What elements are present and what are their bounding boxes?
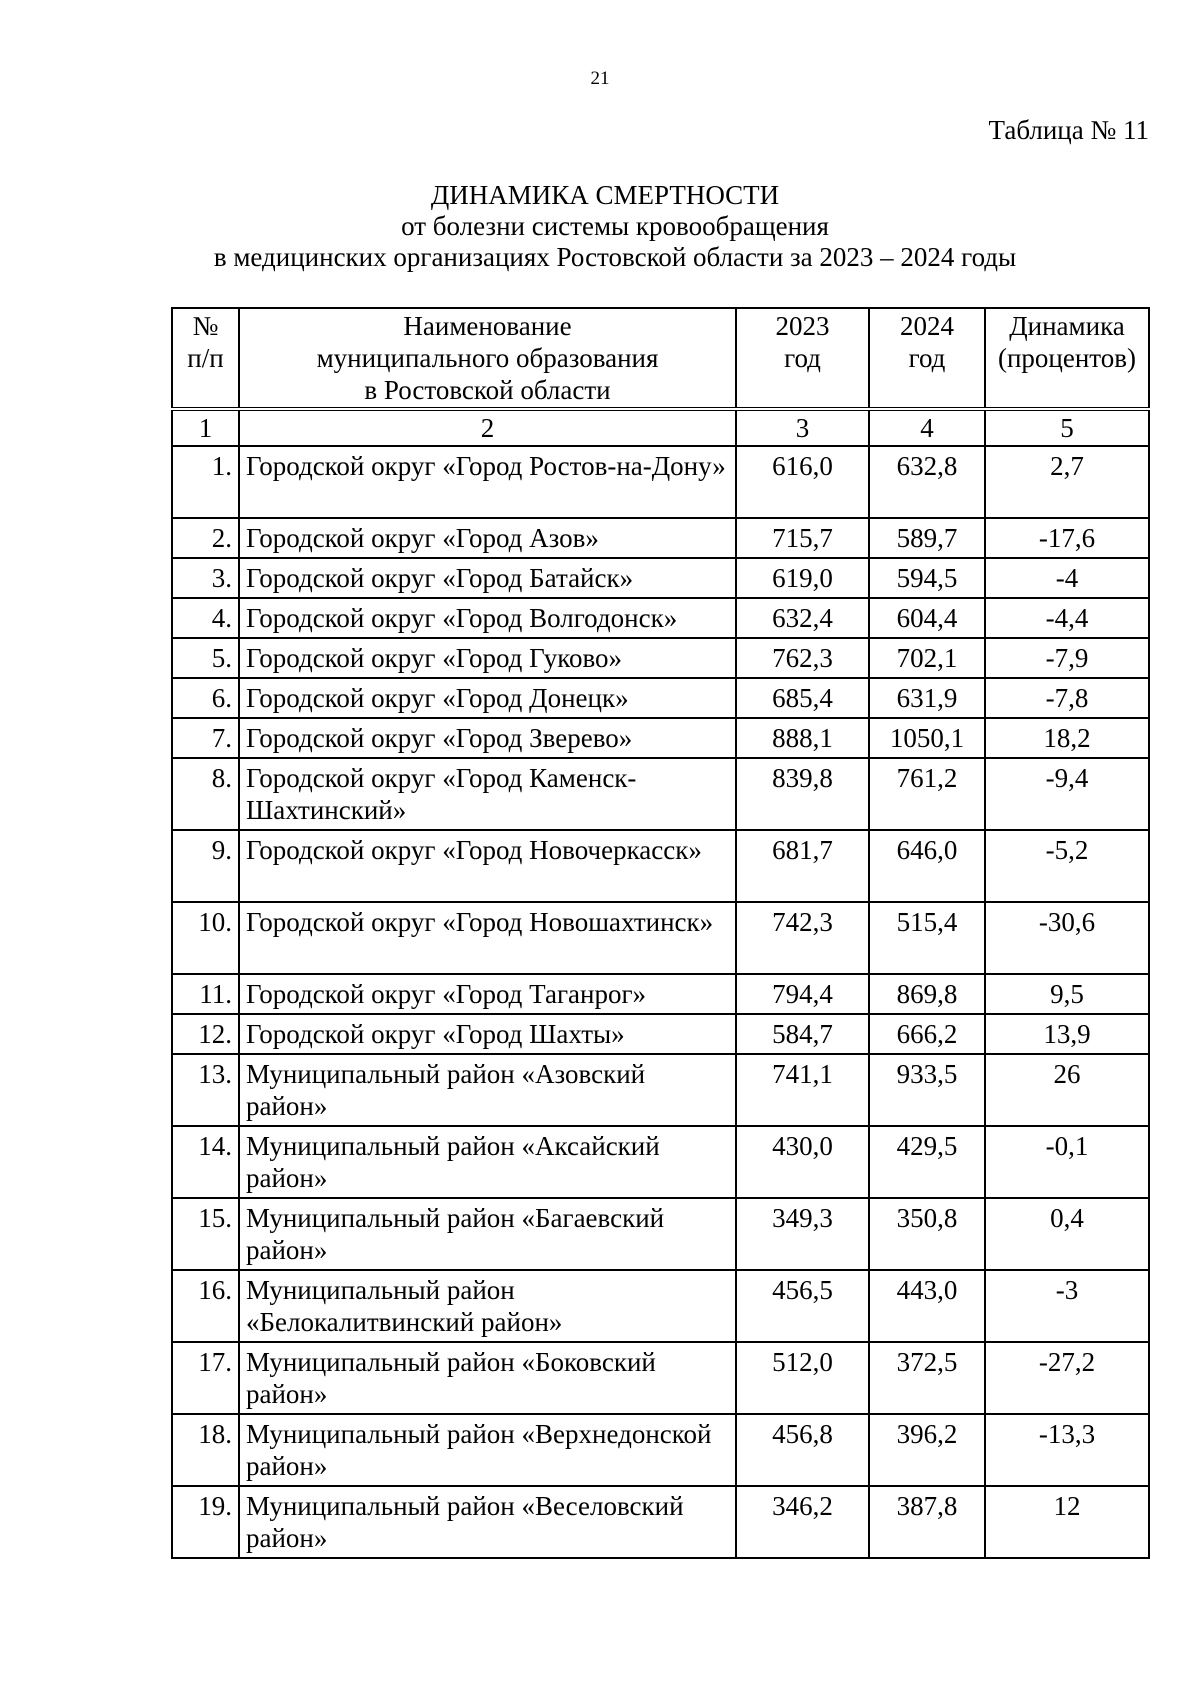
value-2023: 715,7 xyxy=(736,518,869,558)
header-name: Наименование муниципального образования в Ростовской области xyxy=(239,308,736,409)
header-2024: 2024 год xyxy=(869,308,985,409)
dynamics-percent: -4 xyxy=(985,558,1149,598)
dynamics-percent: 18,2 xyxy=(985,718,1149,758)
table-row xyxy=(172,678,1149,718)
row-number: 4. xyxy=(172,598,239,638)
dynamics-percent: -0,1 xyxy=(985,1126,1149,1198)
dynamics-percent: -7,9 xyxy=(985,638,1149,678)
title-line-1: ДИНАМИКА СМЕРТНОСТИ xyxy=(430,180,780,210)
value-2024: 372,5 xyxy=(869,1342,985,1414)
table-row xyxy=(172,558,1149,598)
row-number: 13. xyxy=(172,1054,239,1126)
column-numbers-row xyxy=(172,409,1149,446)
value-2023: 430,0 xyxy=(736,1126,869,1198)
municipality-name: Городской округ «Город Новошахтинск» xyxy=(239,902,736,974)
value-2024: 761,2 xyxy=(869,758,985,830)
dynamics-percent: -4,4 xyxy=(985,598,1149,638)
value-2024: 443,0 xyxy=(869,1270,985,1342)
municipality-name: Городской округ «Город Гуково» xyxy=(239,638,736,678)
value-2024: 702,1 xyxy=(869,638,985,678)
dynamics-percent: -27,2 xyxy=(985,1342,1149,1414)
municipality-name: Городской округ «Город Волгодонск» xyxy=(239,598,736,638)
municipality-name: Муниципальный район «Веселовский район» xyxy=(239,1486,736,1558)
value-2023: 616,0 xyxy=(736,446,869,518)
municipality-name: Городской округ «Город Таганрог» xyxy=(239,974,736,1014)
dynamics-percent: 12 xyxy=(985,1486,1149,1558)
value-2024: 646,0 xyxy=(869,830,985,902)
column-number: 3 xyxy=(736,409,869,446)
table-row xyxy=(172,974,1149,1014)
value-2024: 1050,1 xyxy=(869,718,985,758)
page-number: 21 xyxy=(590,68,610,89)
municipality-name: Муниципальный район «Азовский район» xyxy=(239,1054,736,1126)
table-row xyxy=(172,1414,1149,1486)
table-title xyxy=(0,180,1200,273)
table-row xyxy=(172,1054,1149,1126)
value-2023: 762,3 xyxy=(736,638,869,678)
dynamics-percent: -7,8 xyxy=(985,678,1149,718)
municipality-name: Городской округ «Город Зверево» xyxy=(239,718,736,758)
header-number: № п/п xyxy=(172,308,239,409)
header-dynamics: Динамика (процентов) xyxy=(985,308,1149,409)
row-number: 19. xyxy=(172,1486,239,1558)
value-2023: 512,0 xyxy=(736,1342,869,1414)
value-2023: 632,4 xyxy=(736,598,869,638)
value-2024: 429,5 xyxy=(869,1126,985,1198)
value-2024: 350,8 xyxy=(869,1198,985,1270)
table-row xyxy=(172,758,1149,830)
table-row xyxy=(172,598,1149,638)
column-number: 4 xyxy=(869,409,985,446)
value-2024: 515,4 xyxy=(869,902,985,974)
municipality-name: Городской округ «Город Азов» xyxy=(239,518,736,558)
municipality-name: Городской округ «Город Донецк» xyxy=(239,678,736,718)
row-number: 18. xyxy=(172,1414,239,1486)
municipality-name: Муниципальный район «Белокалитвинский район» xyxy=(239,1270,736,1342)
value-2023: 685,4 xyxy=(736,678,869,718)
table-row xyxy=(172,446,1149,518)
row-number: 10. xyxy=(172,902,239,974)
value-2024: 396,2 xyxy=(869,1414,985,1486)
value-2023: 349,3 xyxy=(736,1198,869,1270)
value-2023: 456,8 xyxy=(736,1414,869,1486)
value-2023: 794,4 xyxy=(736,974,869,1014)
value-2024: 589,7 xyxy=(869,518,985,558)
row-number: 3. xyxy=(172,558,239,598)
table-row xyxy=(172,830,1149,902)
value-2024: 632,8 xyxy=(869,446,985,518)
row-number: 1. xyxy=(172,446,239,518)
row-number: 7. xyxy=(172,718,239,758)
dynamics-percent: -9,4 xyxy=(985,758,1149,830)
value-2023: 456,5 xyxy=(736,1270,869,1342)
dynamics-percent: -17,6 xyxy=(985,518,1149,558)
row-number: 2. xyxy=(172,518,239,558)
dynamics-percent: 26 xyxy=(985,1054,1149,1126)
header-2023: 2023 год xyxy=(736,308,869,409)
dynamics-percent: -30,6 xyxy=(985,902,1149,974)
municipality-name: Муниципальный район «Багаевский район» xyxy=(239,1198,736,1270)
value-2024: 869,8 xyxy=(869,974,985,1014)
title-line-2: от болезни системы кровообращения xyxy=(401,211,829,241)
title-line-3: в медицинских организациях Ростовской области за 2023 – 2024 годы xyxy=(213,242,1017,272)
table-row xyxy=(172,638,1149,678)
table-row xyxy=(172,518,1149,558)
table-header-row xyxy=(172,308,1149,409)
value-2024: 631,9 xyxy=(869,678,985,718)
row-number: 17. xyxy=(172,1342,239,1414)
row-number: 8. xyxy=(172,758,239,830)
value-2024: 604,4 xyxy=(869,598,985,638)
row-number: 16. xyxy=(172,1270,239,1342)
table-row xyxy=(172,902,1149,974)
dynamics-percent: 2,7 xyxy=(985,446,1149,518)
municipality-name: Городской округ «Город Каменск-Шахтинский» xyxy=(239,758,736,830)
column-number: 5 xyxy=(985,409,1149,446)
municipality-name: Муниципальный район «Боковский район» xyxy=(239,1342,736,1414)
column-number: 2 xyxy=(239,409,736,446)
dynamics-percent: 13,9 xyxy=(985,1014,1149,1054)
dynamics-percent: -3 xyxy=(985,1270,1149,1342)
value-2023: 742,3 xyxy=(736,902,869,974)
table-row xyxy=(172,1126,1149,1198)
municipality-name: Городской округ «Город Ростов-на-Дону» xyxy=(239,446,736,518)
municipality-name: Городской округ «Город Батайск» xyxy=(239,558,736,598)
table-row xyxy=(172,718,1149,758)
value-2023: 681,7 xyxy=(736,830,869,902)
value-2024: 387,8 xyxy=(869,1486,985,1558)
value-2023: 619,0 xyxy=(736,558,869,598)
table-row xyxy=(172,1486,1149,1558)
table-row xyxy=(172,1014,1149,1054)
table-label: Таблица № 11 xyxy=(988,115,1149,145)
row-number: 5. xyxy=(172,638,239,678)
municipality-name: Муниципальный район «Верхнедонской район» xyxy=(239,1414,736,1486)
row-number: 15. xyxy=(172,1198,239,1270)
municipality-name: Городской округ «Город Шахты» xyxy=(239,1014,736,1054)
value-2024: 594,5 xyxy=(869,558,985,598)
municipality-name: Муниципальный район «Аксайский район» xyxy=(239,1126,736,1198)
table-row xyxy=(172,1198,1149,1270)
municipality-name: Городской округ «Город Новочеркасск» xyxy=(239,830,736,902)
value-2023: 839,8 xyxy=(736,758,869,830)
row-number: 9. xyxy=(172,830,239,902)
dynamics-percent: 9,5 xyxy=(985,974,1149,1014)
table-row xyxy=(172,1342,1149,1414)
value-2023: 741,1 xyxy=(736,1054,869,1126)
dynamics-percent: -5,2 xyxy=(985,830,1149,902)
table-row xyxy=(172,1270,1149,1342)
row-number: 14. xyxy=(172,1126,239,1198)
value-2023: 346,2 xyxy=(736,1486,869,1558)
value-2024: 933,5 xyxy=(869,1054,985,1126)
row-number: 11. xyxy=(172,974,239,1014)
value-2023: 584,7 xyxy=(736,1014,869,1054)
value-2024: 666,2 xyxy=(869,1014,985,1054)
column-number: 1 xyxy=(172,409,239,446)
mortality-table xyxy=(171,307,1150,1559)
row-number: 6. xyxy=(172,678,239,718)
row-number: 12. xyxy=(172,1014,239,1054)
value-2023: 888,1 xyxy=(736,718,869,758)
dynamics-percent: -13,3 xyxy=(985,1414,1149,1486)
dynamics-percent: 0,4 xyxy=(985,1198,1149,1270)
